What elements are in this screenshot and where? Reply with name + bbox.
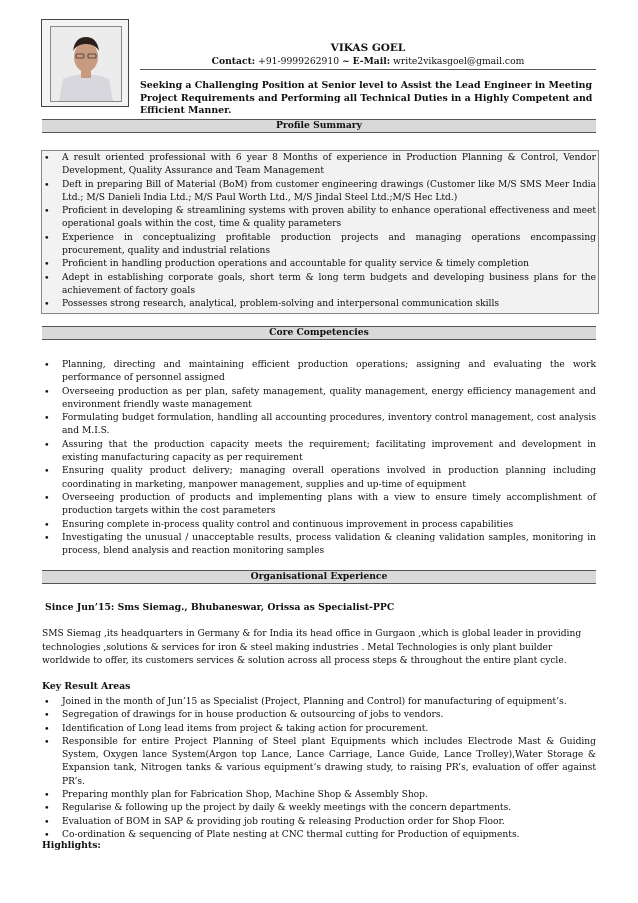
phone-number: +91-9999262910 — [258, 56, 340, 67]
core-competencies-list — [42, 359, 596, 558]
list-item: • Joined in the month of Jun’15 as Specialist (Project, Planning and Control) for manufacturing of equipment’s. — [42, 696, 596, 709]
highlights-heading: Highlights: — [42, 840, 101, 851]
contact-label: Contact: — [211, 56, 256, 67]
candidate-name: VIKAS GOEL — [330, 42, 406, 54]
list-item: • Proficient in developing & streamlining systems with proven ability to enhance operational effectiveness and meet operational goals within the cost, time & quality parameters — [42, 205, 596, 232]
list-item: • Overseeing production as per plan, safety management, quality management, energy efficiency management and environment friendly waste management — [42, 386, 596, 413]
profile-summary-list — [42, 152, 596, 312]
list-item: • Segregation of drawings for in house production & outsourcing of jobs to vendors. — [42, 709, 596, 722]
list-item: • Regularise & following up the project by daily & weekly meetings with the concern departments. — [42, 802, 596, 815]
photo-portrait — [50, 26, 122, 102]
list-item: • Preparing monthly plan for Fabrication Shop, Machine Shop & Assembly Shop. — [42, 789, 596, 802]
list-item: • Co-ordination & sequencing of Plate nesting at CNC thermal cutting for Production of equipments. — [42, 829, 596, 842]
list-item: • A result oriented professional with 6 year 8 Months of experience in Production Planning & Control, Vendor Development, Quality Assurance and Team Management — [42, 152, 596, 179]
list-item: • Identification of Long lead items from project & taking action for procurement. — [42, 723, 596, 736]
list-item: • Ensuring quality product delivery; managing overall operations involved in production planning including coordinating in marketing, manpower management, supplies and up-time of equipment — [42, 465, 596, 492]
company-description: SMS Siemag ,its headquarters in Germany & for India its head office in Gurgaon ,which is global leader in providing technologies ,solutions & services for iron & steel making industries . Metal Technologies is only plant builder worldwide to offer, its customers services & solution across all process steps & throughout the entire plant cycle. — [42, 629, 582, 666]
portrait-illustration — [51, 27, 121, 101]
key-result-areas-list — [42, 696, 596, 842]
career-objective: Seeking a Challenging Position at Senior level to Assist the Lead Engineer in Meeting Project Requirements and Performing all Technical Duties in a Highly Competent and Efficient Manner. — [140, 80, 593, 116]
list-item: • Assuring that the production capacity meets the requirement; facilitating improvement and development in existing manufacturing capacity as per requirement — [42, 439, 596, 466]
experience-heading: Since Jun’15: Sms Siemag., Bhubaneswar, Orissa as Specialist-PPC — [45, 602, 395, 613]
list-item: • Deft in preparing Bill of Material (BoM) from customer engineering drawings (Customer like M/S SMS Meer India Ltd.; M/S Danieli India Ltd.; M/S Paul Worth Ltd., M/S Jindal Steel Ltd.;M/S Hec Ltd.) — [42, 179, 596, 206]
list-item: • Investigating the unusual / unacceptable results, process validation & cleaning validation samples, monitoring in process, blend analysis and reaction monitoring samples — [42, 532, 596, 559]
list-item: • Overseeing production of products and implementing plans with a view to ensure timely accomplishment of production targets within the cost parameters — [42, 492, 596, 519]
key-result-areas-heading: Key Result Areas — [42, 681, 131, 692]
list-item: • Possesses strong research, analytical, problem-solving and interpersonal communication skills — [42, 298, 596, 311]
contact-separator: ~ — [342, 56, 350, 67]
profile-photo — [41, 19, 129, 107]
list-item: • Responsible for entire Project Planning of Steel plant Equipments which includes Electrode Mast & Guiding System, Oxygen lance System(Argon top Lance, Lance Carriage, Lance Guide, Lance Trolley),Water Storage & Expansion tank, Nitrogen tanks & various equipment’s drawing study, to raising PR’s, evaluation of offer against PR’s. — [42, 736, 596, 789]
list-item: • Ensuring complete in-process quality control and continuous improvement in process capabilities — [42, 519, 596, 532]
list-item: • Evaluation of BOM in SAP & providing job routing & releasing Production order for Shop Floor. — [42, 816, 596, 829]
header-divider — [140, 69, 596, 70]
list-item: • Experience in conceptualizing profitable production projects and managing operations encompassing procurement, quality and industrial relations — [42, 232, 596, 259]
list-item: • Formulating budget formulation, handling all accounting procedures, inventory control management, cost analysis and M.I.S. — [42, 412, 596, 439]
email-address[interactable]: write2vikasgoel@gmail.com — [393, 56, 525, 67]
list-item: • Proficient in handling production operations and accountable for quality service & timely completion — [42, 258, 596, 271]
section-heading-core-competencies: Core Competencies — [42, 326, 596, 340]
list-item: • Planning, directing and maintaining efficient production operations; assigning and evaluating the work performance of personnel assigned — [42, 359, 596, 386]
section-heading-profile-summary: Profile Summary — [42, 119, 596, 133]
section-heading-organisational-experience: Organisational Experience — [42, 570, 596, 584]
list-item: • Adept in establishing corporate goals, short term & long term budgets and developing business plans for the achievement of factory goals — [42, 272, 596, 299]
email-label: E-Mail: — [352, 56, 391, 67]
contact-line — [140, 56, 596, 67]
